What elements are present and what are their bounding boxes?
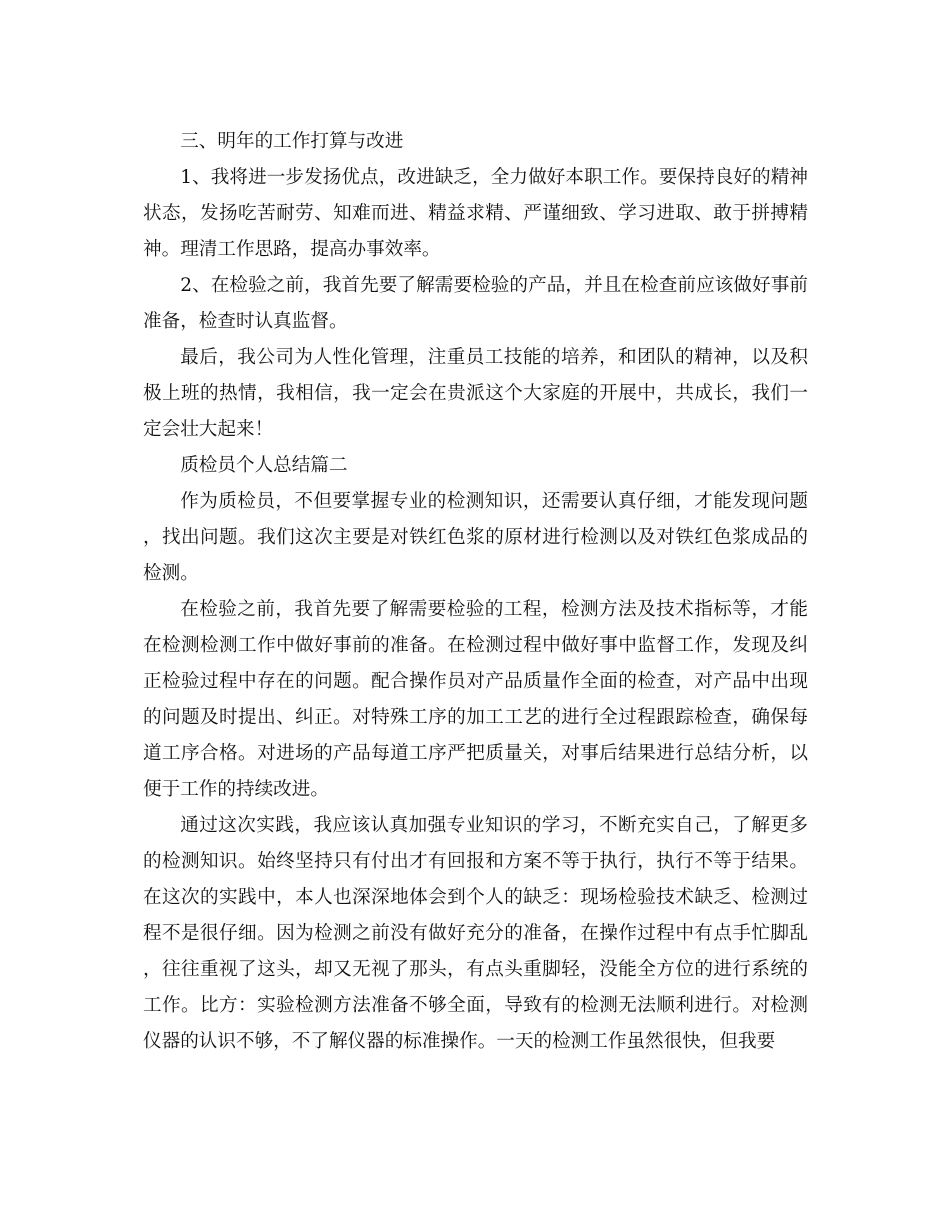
- document-page: [143, 124, 808, 1060]
- paragraph-practice-reflection: 通过这次实践，我应该认真加强专业知识的学习，不断充实自己，了解更多的检测知识。始终坚持只有付出才有回报和方案不等于执行，执行不等于结果。在这次的实践中，本人也深深地体会到个人的缺乏：现场检验技术缺乏、检测过程不是很仔细。因为检测之前没有做好充分的准备，在操作过程中有点手忙脚乱，往往重视了这头，却又无视了那头，有点头重脚轻，没能全方位的进行系统的工作。比方：实验检测方法准备不够全面，导致有的检测无法顺利进行。对检测仪器的认识不够，不了解仪器的标准操作。一天的检测工作虽然很快，但我要: [143, 815, 808, 1052]
- paragraph-point-2: 2、在检验之前，我首先要了解需要检验的产品，并且在检查前应该做好事前准备，检查时认真监督。: [143, 275, 808, 332]
- section-heading-next-year-plan: 三、明年的工作打算与改进: [180, 131, 404, 152]
- paragraph-inspection-process: 在检验之前，我首先要了解需要检验的工程，检测方法及技术指标等，才能在检测检测工作中做好事前的准备。在检测过程中做好事中监督工作，发现及纠正检验过程中存在的问题。配合操作员对产品质量作全面的检查，对产品中出现的问题及时提出、纠正。对特殊工序的加工工艺的进行全过程跟踪检查，确保每道工序合格。对进场的产品每道工序严把质量关，对事后结果进行总结分析，以便于工作的持续改进。: [143, 599, 808, 800]
- paragraph-conclusion: 最后，我公司为人性化管理，注重员工技能的培养，和团队的精神，以及积极上班的热情，我相信，我一定会在贵派这个大家庭的开展中，共成长，我们一定会壮大起来！: [143, 347, 808, 440]
- paragraph-intro: 作为质检员，不但要掌握专业的检测知识，还需要认真仔细，才能发现问题，找出问题。我们这次主要是对铁红色浆的原材进行检测以及对铁红色浆成品的检测。: [143, 491, 808, 584]
- paragraph-point-1: 1、我将进一步发扬优点，改进缺乏，全力做好本职工作。要保持良好的精神状态，发扬吃苦耐劳、知难而进、精益求精、严谨细致、学习进取、敢于拼搏精神。理清工作思路，提高办事效率。: [143, 167, 808, 260]
- article-title-part-two: 质检员个人总结篇二: [180, 455, 348, 476]
